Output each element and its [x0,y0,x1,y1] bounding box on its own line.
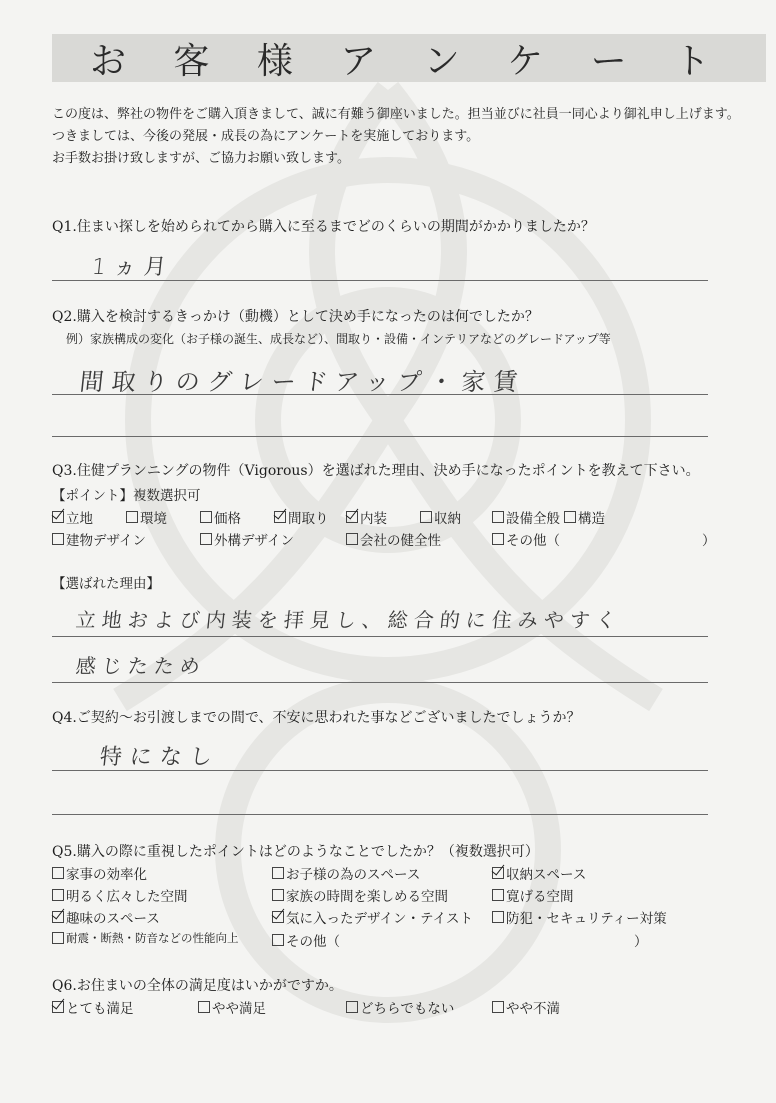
checkbox-icon[interactable] [272,934,284,946]
q3-option[interactable]: 外構デザイン [200,529,294,549]
q1-question: Q1.住まい探しを始められてから購入に至るまでどのくらいの期間がかかりましたか？ [52,219,595,235]
q2-answer[interactable]: 間取りのグレードアップ・家賃 [78,368,527,396]
page-title: お 客 様 ア ン ケ ー ト [89,40,729,82]
q5-option[interactable]: 防犯・セキュリティー対策 [492,907,667,927]
q6-option[interactable]: とても満足 [52,997,134,1017]
q3-reason-line-1-rule [52,636,708,637]
q4-answer-line-2 [52,814,708,815]
checkbox-icon[interactable] [420,511,432,523]
q3-option[interactable]: 会社の健全性 [346,529,441,549]
q3-option[interactable]: 間取り [274,507,329,527]
q5-option[interactable]: その他（ [272,930,340,950]
q3-option[interactable]: その他（ [492,529,560,549]
q5-option[interactable]: 家族の時間を楽しめる空間 [272,885,448,905]
q3-option[interactable]: 環境 [126,507,167,527]
checkbox-checked-icon[interactable] [52,911,64,923]
q4-question: Q4.ご契約〜お引渡しまでの間で、不安に思われた事などございましたでしょうか？ [52,710,581,726]
checkbox-checked-icon[interactable] [346,511,358,523]
checkbox-checked-icon[interactable] [52,1001,64,1013]
checkbox-icon[interactable] [200,533,212,545]
checkbox-icon[interactable] [126,511,138,523]
checkbox-checked-icon[interactable] [274,511,286,523]
intro-line: お手数お掛け致しますが、ご協力お願い致します。 [52,151,350,166]
checkbox-icon[interactable] [346,533,358,545]
q2-answer-line-1 [52,394,708,395]
q6-question: Q6.お住まいの全体の満足度はいかがですか。 [52,978,343,994]
q3-option[interactable]: 立地 [52,507,93,527]
q3-reason-label: 【選ばれた理由】 [52,576,160,592]
q3-points-label: 【ポイント】複数選択可 [52,488,201,504]
q3-option[interactable]: 設備全般 [492,507,560,527]
q4-answer-line-1 [52,770,708,771]
q5-option[interactable]: 気に入ったデザイン・テイスト [272,907,473,927]
q5-question: Q5.購入の際に重視したポイントはどのようなことでしたか？（複数選択可） [52,844,539,860]
checkbox-icon[interactable] [52,932,64,944]
q3-option[interactable]: 内装 [346,507,387,527]
q3-other-close: ） [702,533,716,549]
checkbox-checked-icon[interactable] [492,867,504,879]
checkbox-icon[interactable] [492,889,504,901]
q1-answer[interactable]: 1ヵ月 [90,255,176,280]
q5-option[interactable]: 寛げる空間 [492,885,574,905]
q3-option[interactable]: 構造 [564,507,605,527]
checkbox-icon[interactable] [272,889,284,901]
intro-text [52,104,740,170]
checkbox-icon[interactable] [52,533,64,545]
q2-question: Q2.購入を検討するきっかけ（動機）として決め手になったのは何でしたか？ [52,309,539,325]
q5-option[interactable]: 耐震・断熱・防音などの性能向上 [52,930,239,946]
q6-option[interactable]: やや不満 [492,997,560,1017]
q3-option[interactable]: 収納 [420,507,461,527]
checkbox-icon[interactable] [492,533,504,545]
q5-option[interactable]: 収納スペース [492,863,586,883]
q5-option[interactable]: 家事の効率化 [52,863,147,883]
checkbox-icon[interactable] [564,511,576,523]
q3-option[interactable]: 価格 [200,507,241,527]
q1-answer-line [52,280,708,281]
intro-line: この度は、弊社の物件をご購入頂きまして、誠に有難う御座いました。担当並びに社員一同心より御礼申し上げます。 [52,107,740,122]
checkbox-icon[interactable] [200,511,212,523]
q3-option[interactable]: 建物デザイン [52,529,146,549]
q3-reason-line-2-rule [52,682,708,683]
q3-reason-line-2[interactable]: 感じたため [74,654,208,678]
q3-question: Q3.住健プランニングの物件（Vigorous）を選ばれた理由、決め手になったポイントを教えて下さい。 [52,463,700,479]
checkbox-icon[interactable] [492,911,504,923]
q5-option[interactable]: 趣味のスペース [52,907,160,927]
q3-reason-line-1[interactable]: 立地および内装を拝見し、総合的に住みやすく [74,608,624,632]
q2-answer-line-2 [52,436,708,437]
q4-answer[interactable]: 特になし [98,745,222,770]
checkbox-icon[interactable] [198,1001,210,1013]
checkbox-icon[interactable] [492,511,504,523]
checkbox-icon[interactable] [52,867,64,879]
checkbox-checked-icon[interactable] [52,511,64,523]
checkbox-icon[interactable] [272,867,284,879]
intro-line: つきましては、今後の発展・成長の為にアンケートを実施しております。 [52,129,480,144]
checkbox-checked-icon[interactable] [272,911,284,923]
title-bar [52,34,766,82]
checkbox-icon[interactable] [346,1001,358,1013]
q5-option[interactable]: お子様の為のスペース [272,863,420,883]
checkbox-icon[interactable] [52,889,64,901]
q5-other-close: ） [634,934,648,950]
q5-option[interactable]: 明るく広々した空間 [52,885,188,905]
q6-option[interactable]: どちらでもない [346,997,454,1017]
checkbox-icon[interactable] [492,1001,504,1013]
q2-example: 例）家族構成の変化（お子様の誕生、成長など）、間取り・設備・インテリアなどのグレードアップ等 [66,332,611,346]
q6-option[interactable]: やや満足 [198,997,266,1017]
